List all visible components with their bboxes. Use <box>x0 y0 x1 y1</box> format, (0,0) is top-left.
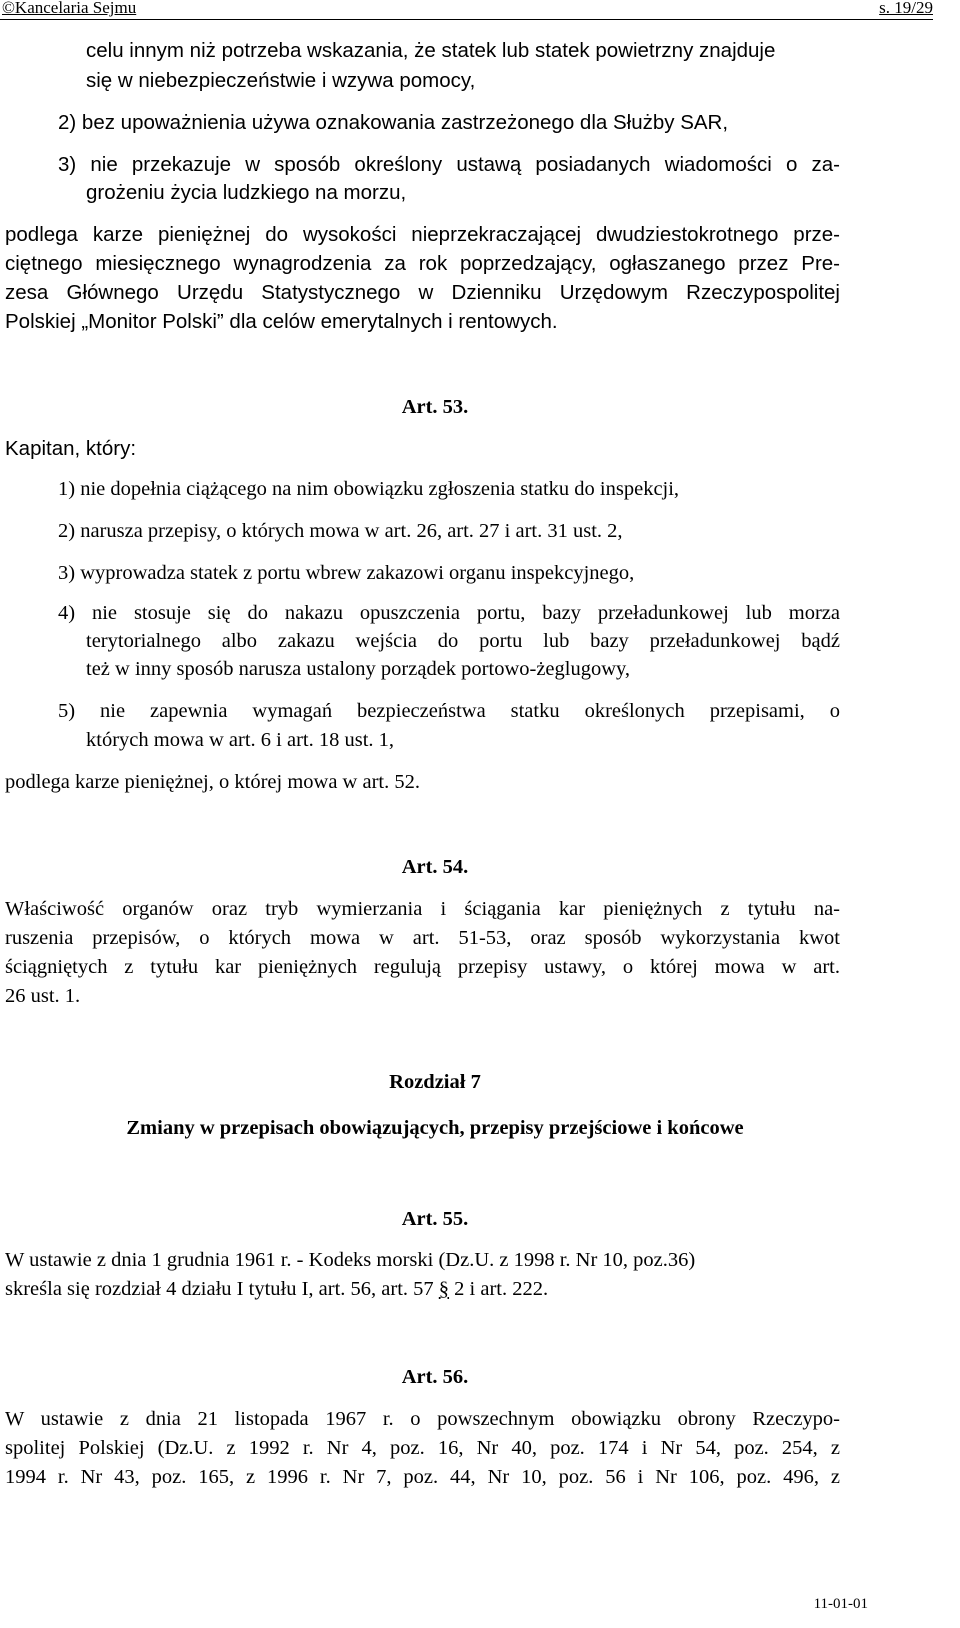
chapter-title: Zmiany w przepisach obowiązujących, przepisy przejściowe i końcowe <box>126 1117 744 1139</box>
text-line: skreśla się rozdział 4 działu I tytułu I, art. 56, art. 57 § 2 i art. 222. <box>5 1278 549 1300</box>
header-divider <box>0 19 933 20</box>
text-line: Właściwość organów oraz tryb wymierzania i ściągania kar pieniężnych z tytułu na- <box>5 898 840 920</box>
text-line: podlega karze pieniężnej, o której mowa w art. 52. <box>5 771 420 793</box>
text-line: się w niebezpieczeństwie i wzywa pomocy, <box>86 69 476 92</box>
text-line: 1994 r. Nr 43, poz. 165, z 1996 r. Nr 7, poz. 44, Nr 10, poz. 56 i Nr 106, poz. 496, z <box>5 1466 840 1488</box>
list-item: 1) nie dopełnia ciążącego na nim obowiązku zgłoszenia statku do inspekcji, <box>58 478 680 500</box>
list-item: 4) nie stosuje się do nakazu opuszczenia portu, bazy przeładunkowej lub morza <box>58 602 840 624</box>
header-page-number: s. 19/29 <box>879 0 933 17</box>
text-line: zesa Głównego Urzędu Statystycznego w Dzienniku Urzędowym Rzeczypospolitej <box>5 281 840 304</box>
text-line: W ustawie z dnia 21 listopada 1967 r. o powszechnym obowiązku obrony Rzeczypo- <box>5 1408 840 1430</box>
article-heading: Art. 55. <box>401 1208 469 1230</box>
text-line: grożeniu życia ludzkiego na morzu, <box>86 181 407 204</box>
section-sign: § <box>438 1278 450 1300</box>
text-line: W ustawie z dnia 1 grudnia 1961 r. - Kodeks morski (Dz.U. z 1998 r. Nr 10, poz.36) <box>5 1249 696 1271</box>
article-heading: Art. 56. <box>401 1366 469 1388</box>
text-line: Polskiej „Monitor Polski” dla celów emerytalnych i rentowych. <box>5 310 558 333</box>
list-item: 2) narusza przepisy, o których mowa w art. 26, art. 27 i art. 31 ust. 2, <box>58 520 623 542</box>
list-item: 5) nie zapewnia wymagań bezpieczeństwa statku określonych przepisami, o <box>58 700 840 722</box>
text-line: celu innym niż potrzeba wskazania, że statek lub statek powietrzny znajduje <box>86 39 776 62</box>
text-line: podlega karze pieniężnej do wysokości nieprzekraczającej dwudziestokrotnego prze- <box>5 223 840 246</box>
header-copyright: ©Kancelaria Sejmu <box>2 0 137 17</box>
list-item: 2) bez upoważnienia używa oznakowania zastrzeżonego dla Służby SAR, <box>58 111 729 134</box>
list-item: 3) wyprowadza statek z portu wbrew zakazowi organu inspekcyjnego, <box>58 562 635 584</box>
text-line: ciętnego miesięcznego wynagrodzenia za rok poprzedzający, ogłaszanego przez Pre- <box>5 252 840 275</box>
article-heading: Art. 54. <box>401 856 469 878</box>
text-line: też w inny sposób narusza ustalony porządek portowo-żeglugowy, <box>86 658 631 680</box>
text-line: 26 ust. 1. <box>5 985 81 1007</box>
text-line: ruszenia przepisów, o których mowa w art. 51-53, oraz sposób wykorzystania kwot <box>5 927 840 949</box>
chapter-number: Rozdział 7 <box>389 1071 481 1093</box>
text-line: których mowa w art. 6 i art. 18 ust. 1, <box>86 729 395 751</box>
footer-code: 11-01-01 <box>813 1596 868 1612</box>
text-line: ściągniętych z tytułu kar pieniężnych regulują przepisy ustawy, o której mowa w art. <box>5 956 840 978</box>
list-item: 3) nie przekazuje w sposób określony ustawą posiadanych wiadomości o za- <box>58 153 840 176</box>
text-line: terytorialnego albo zakazu wejścia do portu lub bazy przeładunkowej bądź <box>86 630 840 652</box>
text-line: spolitej Polskiej (Dz.U. z 1992 r. Nr 4, poz. 16, Nr 40, poz. 174 i Nr 54, poz. 254, z <box>5 1437 840 1459</box>
text-line: Kapitan, który: <box>5 437 137 460</box>
article-heading: Art. 53. <box>401 396 469 418</box>
